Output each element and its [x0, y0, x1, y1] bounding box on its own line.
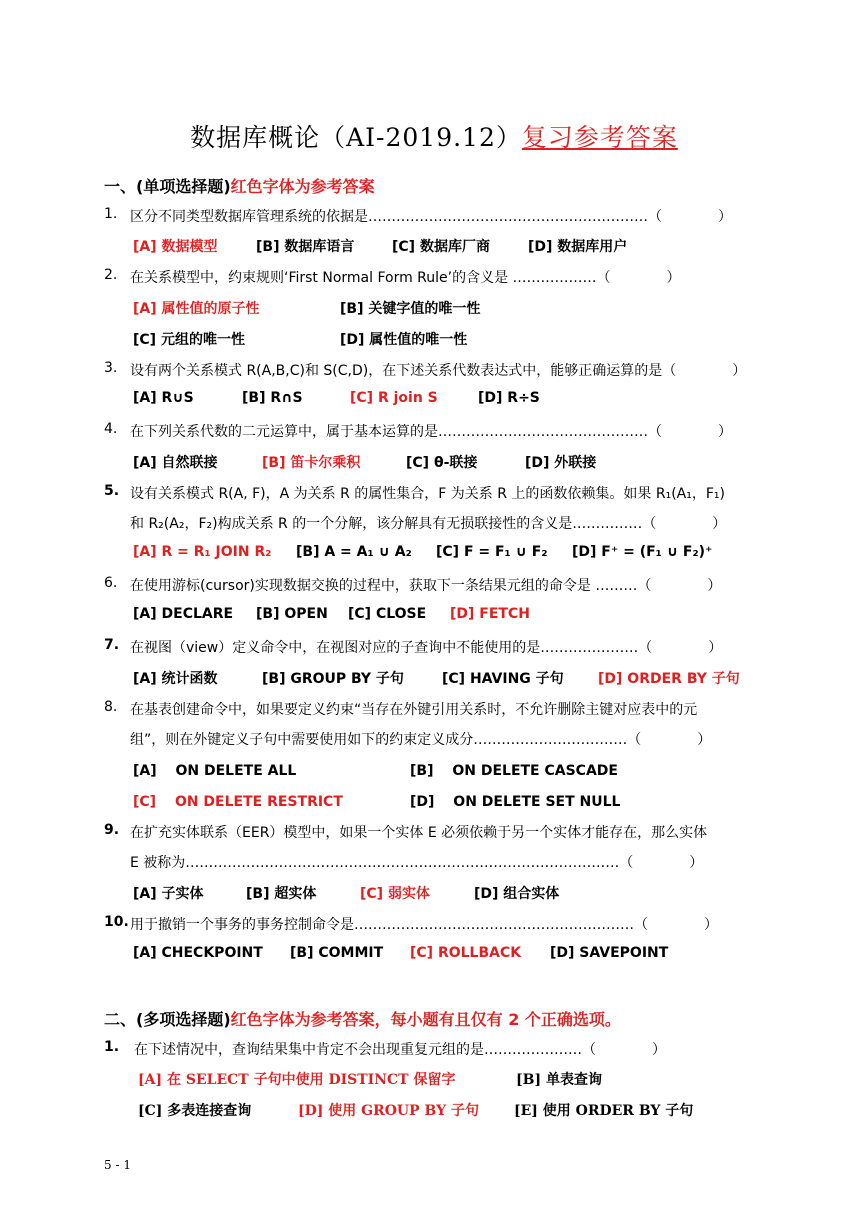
q3-option-a: [A] R∪S: [133, 390, 194, 406]
q3-option-d: [D] R÷S: [478, 390, 540, 406]
q5-option-b: [B] A = A₁ ∪ A₂: [296, 544, 412, 560]
title-answer: 复习参考答案: [521, 123, 678, 152]
q8-text-line2: 组”，则在外键定义子句中需要使用如下的约束定义成分……………………………（ ）: [130, 732, 712, 748]
q9-number: 9.: [104, 822, 120, 838]
q2-text: 在关系模型中，约束规则‘First Normal Form Rule’的含义是 ………………（ ）: [130, 270, 681, 286]
page-number: 5 - 1: [104, 1158, 131, 1172]
q5-number: 5.: [104, 483, 120, 499]
q9-option-c: [C] 弱实体: [360, 886, 430, 902]
q1-text: 区分不同类型数据库管理系统的依据是……………………………………………………（ ）: [130, 209, 732, 225]
m1-option-e: [E] 使用 ORDER BY 子句: [514, 1103, 694, 1119]
q5-option-d: [D] F⁺ = (F₁ ∪ F₂)⁺: [572, 544, 713, 560]
q6-text: 在使用游标(cursor)实现数据交换的过程中，获取下一条结果元组的命令是 ………（ ）: [130, 578, 722, 594]
q7-option-d: [D] ORDER BY 子句: [598, 671, 740, 687]
q5-text-line1: 设有关系模式 R(A, F)，A 为关系 R 的属性集合，F 为关系 R 上的函数依赖集。如果 R₁(A₁，F₁): [130, 486, 725, 502]
q1-number: 1.: [104, 206, 118, 222]
q4-text: 在下列关系代数的二元运算中，属于基本运算的是………………………………………（ ）: [130, 424, 732, 440]
q3-text: 设有两个关系模式 R(A,B,C)和 S(C,D)，在下述关系代数表达式中，能够正确运算的是（ ）: [130, 363, 747, 379]
q4-number: 4.: [104, 421, 118, 437]
q1-option-d: [D] 数据库用户: [528, 239, 628, 255]
q1-option-a: [A] 数据模型: [133, 239, 218, 255]
q10-text: 用于撤销一个事务的事务控制命令是……………………………………………………（ ）: [130, 917, 718, 933]
q10-option-c: [C] ROLLBACK: [410, 945, 522, 961]
q6-option-c: [C] CLOSE: [348, 606, 427, 622]
q7-option-c: [C] HAVING 子句: [442, 671, 564, 687]
section-2-heading: 二、(多项选择题)红色字体为参考答案，每小题有且仅有 2 个正确选项。: [104, 1010, 621, 1029]
q2-option-c: [C] 元组的唯一性: [133, 332, 245, 348]
q2-number: 2.: [104, 267, 118, 283]
q8-number: 8.: [104, 699, 118, 715]
q3-option-c: [C] R join S: [350, 390, 438, 406]
q7-text: 在视图（view）定义命令中，在视图对应的子查询中不能使用的是…………………（ ）: [130, 640, 723, 656]
q5-text-line2: 和 R₂(A₂，F₂)构成关系 R 的一个分解，该分解具有无损联接性的含义是……………（ ）: [130, 516, 727, 532]
m1-option-c: [C] 多表连接查询: [138, 1103, 252, 1119]
q8-text-line1: 在基表创建命令中，如果要定义约束“当存在外键引用关系时，不允许删除主键对应表中的元: [130, 702, 698, 718]
q9-option-d: [D] 组合实体: [474, 886, 560, 902]
q7-option-b: [B] GROUP BY 子句: [262, 671, 404, 687]
q2-option-a: [A] 属性值的原子性: [133, 301, 260, 317]
q6-option-d: [D] FETCH: [450, 606, 530, 622]
m1-option-a: [A] 在 SELECT 子句中使用 DISTINCT 保留字: [138, 1072, 456, 1088]
q9-text-line1: 在扩充实体联系（EER）模型中，如果一个实体 E 必须依赖于另一个实体才能存在，那么实体: [130, 825, 708, 841]
q9-option-b: [B] 超实体: [246, 886, 317, 902]
q9-text-line2: E 被称为…………………………………………………………………………………（ ）: [130, 855, 704, 871]
section-1-heading: 一、(单项选择题)红色字体为参考答案: [104, 177, 375, 196]
q5-option-c: [C] F = F₁ ∪ F₂: [436, 544, 548, 560]
m1-text: 在下述情况中，查询结果集中肯定不会出现重复元组的是…………………（ ）: [134, 1042, 666, 1058]
q8-option-b: [B] ON DELETE CASCADE: [410, 763, 618, 779]
q8-option-c: [C] ON DELETE RESTRICT: [133, 794, 343, 810]
m1-option-d: [D] 使用 GROUP BY 子句: [298, 1103, 479, 1119]
q3-option-b: [B] R∩S: [242, 390, 303, 406]
q3-number: 3.: [104, 360, 118, 376]
q1-option-c: [C] 数据库厂商: [392, 239, 490, 255]
m1-number: 1.: [104, 1039, 120, 1055]
q10-option-b: [B] COMMIT: [290, 945, 384, 961]
q9-option-a: [A] 子实体: [133, 886, 204, 902]
q7-number: 7.: [104, 637, 120, 653]
title-main: 数据库概论（AI-2019.12）: [190, 123, 522, 152]
q7-option-a: [A] 统计函数: [133, 671, 218, 687]
q4-option-d: [D] 外联接: [525, 455, 597, 471]
q6-option-b: [B] OPEN: [256, 606, 328, 622]
q10-number: 10.: [104, 914, 129, 930]
q6-number: 6.: [104, 575, 118, 591]
q8-option-d: [D] ON DELETE SET NULL: [410, 794, 621, 810]
q2-option-b: [B] 关键字值的唯一性: [340, 301, 481, 317]
q4-option-c: [C] θ-联接: [406, 455, 478, 471]
q4-option-b: [B] 笛卡尔乘积: [262, 455, 361, 471]
q1-option-b: [B] 数据库语言: [256, 239, 355, 255]
q2-option-d: [D] 属性值的唯一性: [340, 332, 468, 348]
m1-option-b: [B] 单表查询: [516, 1072, 602, 1088]
q8-option-a: [A] ON DELETE ALL: [133, 763, 297, 779]
q5-option-a: [A] R = R₁ JOIN R₂: [133, 544, 272, 560]
page-title: [0, 118, 868, 154]
q10-option-a: [A] CHECKPOINT: [133, 945, 263, 961]
q4-option-a: [A] 自然联接: [133, 455, 218, 471]
q6-option-a: [A] DECLARE: [133, 606, 234, 622]
q10-option-d: [D] SAVEPOINT: [550, 945, 669, 961]
